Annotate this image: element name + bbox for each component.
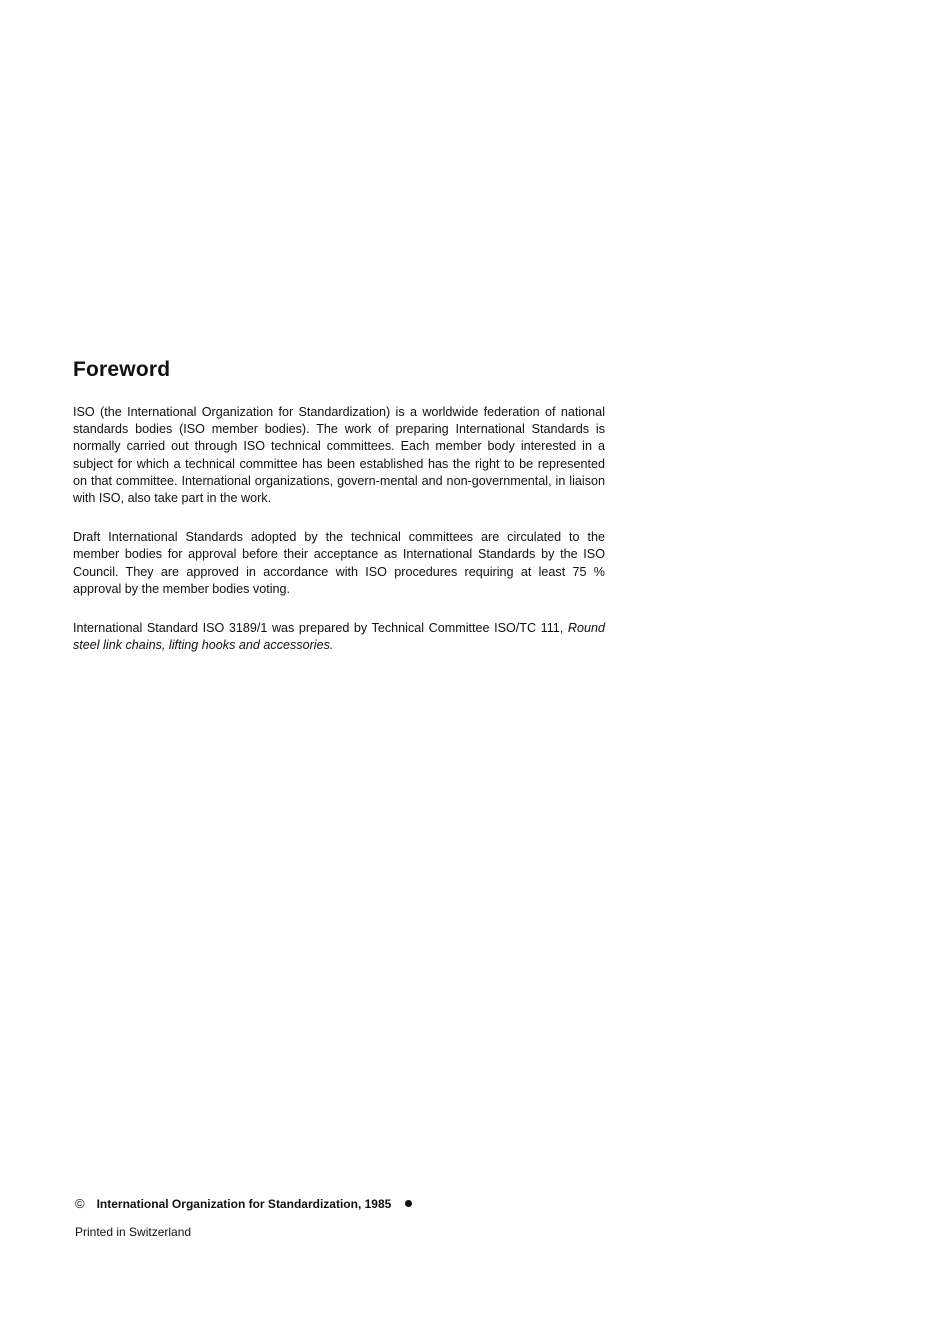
paragraph-3-prefix: International Standard ISO 3189/1 was prepared by Technical Committee ISO/TC 111,: [73, 621, 564, 636]
printed-location: Printed in Switzerland: [75, 1225, 192, 1239]
committee-name: Round steel link chains, lifting hooks and accessories.: [73, 621, 605, 653]
foreword-paragraph-2: Draft International Standards adopted by the technical committees are circulated to the member bodies for approval before their acceptance as International Standards by the ISO Council. They are approved in accordance with ISO procedures requiring at least 75 % approval by the member bodies voting.: [73, 530, 605, 596]
page-title: Foreword: [73, 358, 171, 381]
copyright-icon: ©: [75, 1196, 85, 1211]
foreword-paragraph-1: ISO (the International Organization for Standardization) is a worldwide federation of national standards bodies (ISO member bodies). The work of preparing International Standards is normally carried out through ISO technical committees. Each member body interested in a subject for which a technical committee has been established has the right to be represented on that committee. International organizations, govern-mental and non-governmental, in liaison with ISO, also take part in the work.: [73, 405, 605, 506]
page-footer: [75, 1196, 675, 1239]
bullet-icon: [405, 1200, 412, 1207]
copyright-line: [75, 1196, 675, 1211]
foreword-section: [73, 358, 605, 676]
foreword-paragraph-3: [73, 620, 605, 654]
copyright-text: International Organization for Standardization, 1985: [96, 1196, 392, 1211]
